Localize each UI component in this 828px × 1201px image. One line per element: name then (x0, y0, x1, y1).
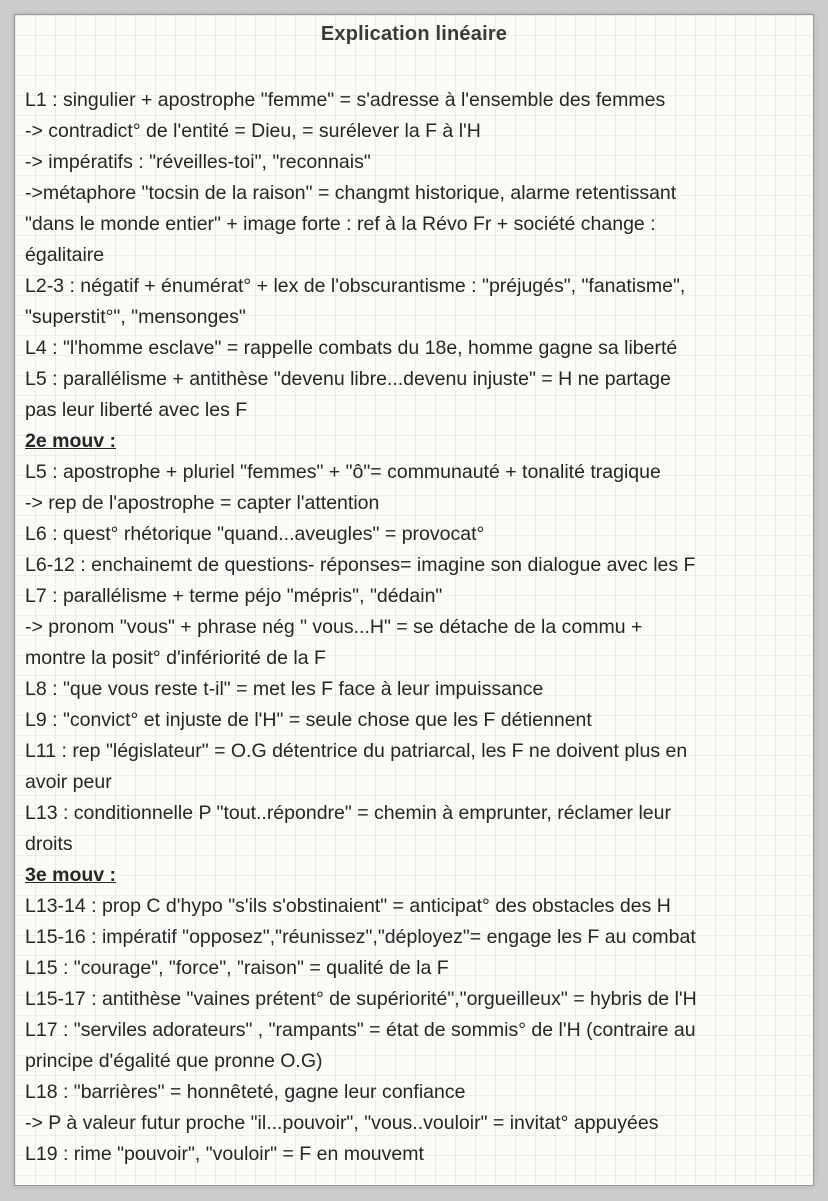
note-line: -> impératifs : "réveilles-toi", "reconnais" (25, 151, 371, 173)
section-heading: 2e mouv : (25, 430, 117, 452)
note-line: avoir peur (25, 771, 112, 793)
note-line: montre la posit° d'infériorité de la F (25, 647, 326, 669)
note-line: -> pronom "vous" + phrase nég " vous...H" = se détache de la commu + (25, 616, 643, 638)
note-line: L6 : quest° rhétorique "quand...aveugles" = provocat° (25, 523, 485, 545)
note-line: -> contradict° de l'entité = Dieu, = surélever la F à l'H (25, 120, 481, 142)
note-line: L9 : "convict° et injuste de l'H" = seule chose que les F détiennent (25, 709, 592, 731)
note-line: L5 : parallélisme + antithèse "devenu libre...devenu injuste" = H ne partage (25, 368, 671, 390)
note-line: pas leur liberté avec les F (25, 399, 248, 421)
note-line: -> rep de l'apostrophe = capter l'attention (25, 492, 380, 514)
note-line: L13 : conditionnelle P "tout..répondre" = chemin à emprunter, réclamer leur (25, 802, 671, 824)
note-line: L19 : rime "pouvoir", "vouloir" = F en mouvemt (25, 1143, 424, 1165)
note-line: ->métaphore "tocsin de la raison" = changmt historique, alarme retentissant (25, 182, 677, 204)
note-line: L18 : "barrières" = honnêteté, gagne leur confiance (25, 1081, 466, 1103)
note-line: L2-3 : négatif + énumérat° + lex de l'obscurantisme : "préjugés", "fanatisme", (25, 275, 686, 297)
note-line: "superstit°", "mensonges" (25, 306, 246, 328)
note-line: égalitaire (25, 244, 105, 266)
note-line: L15-16 : impératif "opposez","réunissez","déployez"= engage les F au combat (25, 926, 696, 948)
note-line: L6-12 : enchainemt de questions- réponses= imagine son dialogue avec les F (25, 554, 696, 576)
section-heading: 3e mouv : (25, 864, 117, 886)
note-line: -> P à valeur futur proche "il...pouvoir", "vous..vouloir" = invitat° appuyées (25, 1112, 659, 1134)
note-line: L15-17 : antithèse "vaines prétent° de supériorité","orgueilleux" = hybris de l'H (25, 988, 697, 1010)
note-line: droits (25, 833, 73, 855)
note-line: "dans le monde entier" + image forte : ref à la Révo Fr + société change : (25, 213, 656, 235)
note-line: principe d'égalité que pronne O.G) (25, 1050, 323, 1072)
note-line: L15 : "courage", "force", "raison" = qualité de la F (25, 957, 449, 979)
note-lines (25, 85, 805, 1170)
document-title: Explication linéaire (320, 23, 508, 45)
note-line: L4 : "l'homme esclave" = rappelle combats du 18e, homme gagne sa liberté (25, 337, 678, 359)
note-line: L11 : rep "législateur" = O.G détentrice du patriarcal, les F ne doivent plus en (25, 740, 688, 762)
note-line: L1 : singulier + apostrophe "femme" = s'adresse à l'ensemble des femmes (25, 89, 666, 111)
note-line: L13-14 : prop C d'hypo "s'ils s'obstinaient" = anticipat° des obstacles des H (25, 895, 671, 917)
note-sheet (14, 14, 814, 1186)
note-line: L7 : parallélisme + terme péjo "mépris", "dédain" (25, 585, 443, 607)
note-line: L8 : "que vous reste t-il" = met les F face à leur impuissance (25, 678, 544, 700)
note-line: L5 : apostrophe + pluriel "femmes" + "ô"= communauté + tonalité tragique (25, 461, 661, 483)
note-line: L17 : "serviles adorateurs" , "rampants" = état de sommis° de l'H (contraire au (25, 1019, 696, 1041)
